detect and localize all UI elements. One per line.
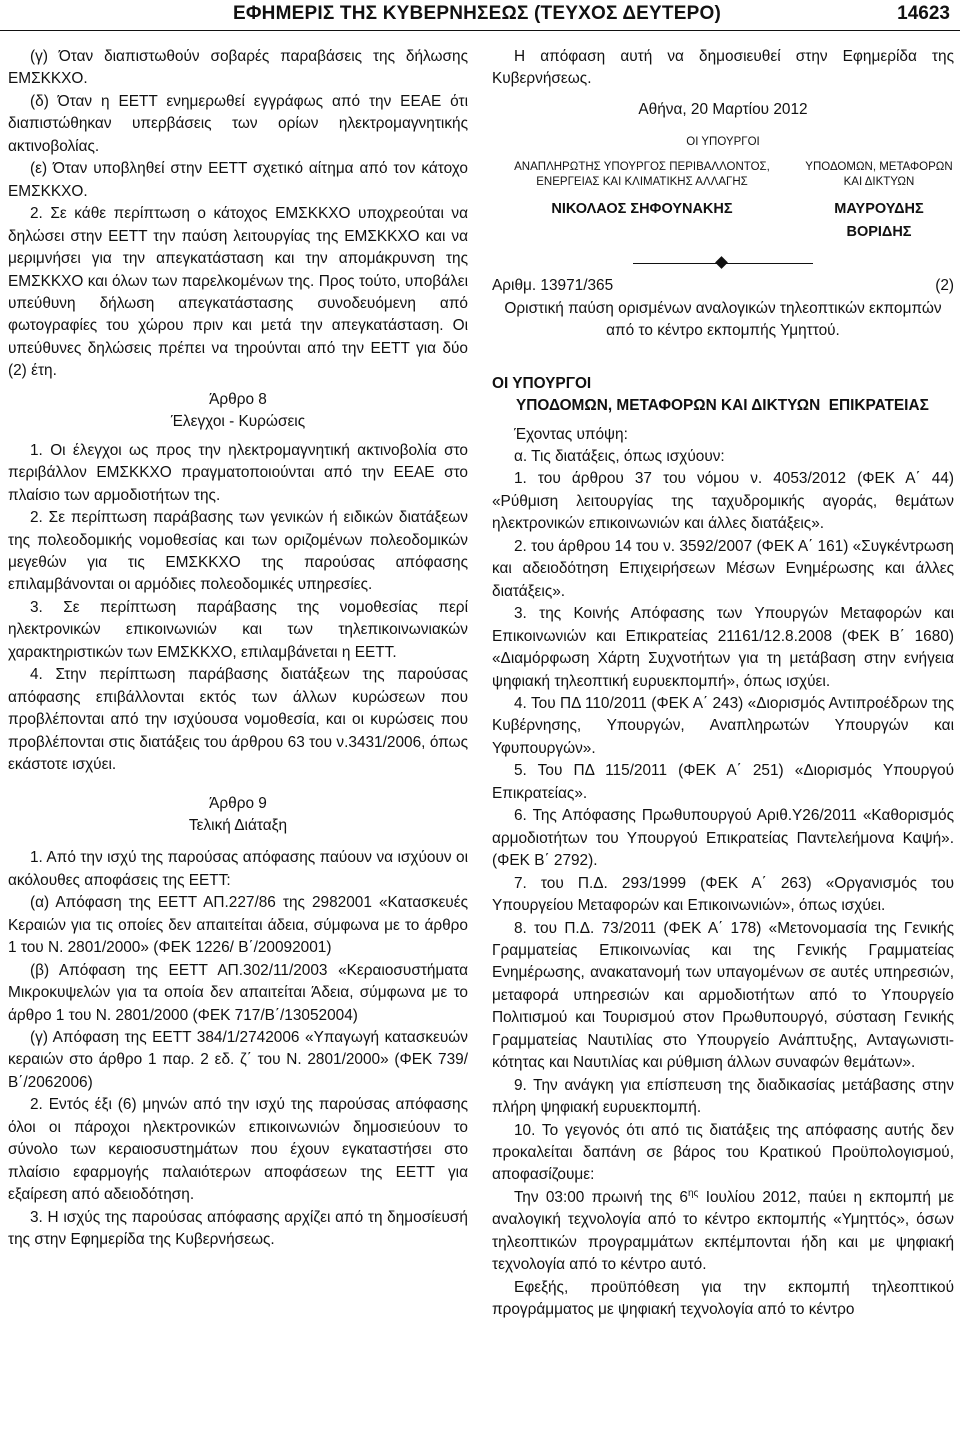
decision-number: Αριθμ. 13971/365 <box>492 277 614 295</box>
paragraph: 3. Σε περίπτωση παράβασης της νομοθεσίας περί ηλεκτρονικών επικοινωνιών και των τηλεπικοινωνιακών χαρακτηριστικών των ΕΜΣΚΚΧΟ, επιλαμβάνεται η ΕΕΤΤ. <box>8 598 468 661</box>
paragraph: 3. Η ισχύς της παρούσας απόφασης αρχίζει από τη δημοσίευσή της στην Εφημερίδα της Κυβερνήσεως. <box>8 1208 468 1249</box>
paragraph: 4. Του ΠΔ 110/2011 (ΦΕΚ Α΄ 243) «Διορισμός Αντιπροέδρων της Κυβέρνησης, Υπουργών, Αναπληρωτών Υπουργών και Υφυπουργών». <box>492 694 954 757</box>
paragraph: 8. του Π.Δ. 73/2011 (ΦΕΚ Α΄ 178) «Μετονομασία της Γενικής Γραμματείας Επικοινωνίας και της Γενικής Γραμματείας Ενημέρωσης, ανακατανομή των υπαγομένων σε αυτές υπηρεσιών, μεταφορά υπηρεσιών και αρμοδιοτήτων από το Υπουργείο Πολιτισμού και Τουρισμού στον Πρωθυπουργό, σύσταση Γενικής Γραμματείας Ναυτιλίας στο Υπουργείο Ανάπτυξης, Ανταγωνιστικότητας και Ναυτιλίας και ρύθμιση άλλων συναφών θεμάτων». <box>492 919 954 1072</box>
paragraph: 2. Σε περίπτωση παράβασης των γενικών ή ειδικών διατάξεων της πολεοδομικής νομοθεσίας και των οριζομένων πολεοδομικών μεγεθών για τις ΕΜΣΚΚΧΟ της παρούσας απόφασης επιλαμβάνονται οι αρμόδιες πολεοδομικές υπηρεσίες. <box>8 509 468 594</box>
gazette-title: ΕΦΗΜΕΡΙΣ ΤΗΣ ΚΥΒΕΡΝΗΣΕΩΣ (ΤΕΥΧΟΣ ΔΕΥΤΕΡΟ) <box>233 3 721 24</box>
paragraph: 2. Σε κάθε περίπτωση ο κάτοχος ΕΜΣΚΚΧΟ υποχρεούται να δηλώσει στην ΕΕΤΤ την παύση λειτουργίας της ΕΜΣΚΚΧΟ και να μεριμνήσει για την απεγκατάσταση και την απομάκρυνση της ΕΜΣΚΚΧΟ και όλων των παρελκομένων της. Προς τούτο, υποβάλει υπεύθυνη δήλωση απεγκατάστασης συνοδευόμενη από φωτογραφίες του χώρου πριν και μετά την απεγκατάσταση. Οι υπεύθυνες δηλώσεις πρέπει να τηρούνται από την ΕΕΤΤ για δύο (2) έτη. <box>8 205 468 380</box>
article-8-subtitle: Έλεγχοι - Κυρώσεις <box>170 413 306 431</box>
paragraph: (ε) Όταν υποβληθεί στην ΕΕΤΤ σχετικό αίτημα από τον κάτοχο ΕΜΣΚΚΧΟ. <box>8 160 468 200</box>
paragraph: Έχοντας υπόψη: <box>514 425 628 443</box>
text-run: Ιουλίου 2012, παύει η εκπομπή με αναλογική τεχνολογία από το κέντρο εκπομπής «Υμηττός», όσων τηλεοπτικών προγραμμάτων εκπέμπονται ήδη και με ψηφιακή τεχνολογία από το κέντρο αυτό. <box>492 1188 954 1274</box>
signature-role-left: ΑΝΑΠΛΗΡΩΤΗΣ ΥΠΟΥΡΓΟΣ ΠΕΡΙΒΑΛΛΟΝΤΟΣ, ΕΝΕΡΓΕΙΑΣ ΚΑΙ ΚΛΙΜΑΤΙΚΗΣ ΑΛΛΑΓΗΣ <box>514 161 770 189</box>
paragraph: 4. Στην περίπτωση παράβασης διατάξεων της παρούσας απόφασης επιβάλλονται εκτός των άλλων κυρώσεων που προβλέπονται από την ισχύουσα νομοθεσία, και οι κυρώσεις που προβλέπονται στις διατάξεις του άρθρου 63 του ν.3431/2006, όπως εκάστοτε ισχύει. <box>8 666 468 774</box>
article-8-title: Άρθρο 8 <box>209 390 267 408</box>
paragraph: 10. Το γεγονός ότι από τις διατάξεις της απόφασης αυτής δεν προκαλείται δαπάνη σε βάρος του Κρατικού Προϋπολογισμού, αποφασίζουμε: <box>492 1121 954 1184</box>
paragraph: 1. Από την ισχύ της παρούσας απόφασης παύουν να ισχύουν οι ακόλουθες αποφάσεις της ΕΕΤΤ: <box>8 849 468 889</box>
paragraph: 9. Την ανάγκη για επίσπευση της διαδικασίας μετάβασης στην πλήρη ψηφιακή ευρυεκπομπή. <box>492 1076 954 1117</box>
section-divider <box>633 255 813 271</box>
paragraph: 6. Της Απόφασης Πρωθυπουργού Αριθ.Υ26/2011 «Καθορισμός αρμοδιοτήτων του Υπουργού Επικρατείας Παντελεήμονα Καψή». (ΦΕΚ Β΄ 2792). <box>492 807 954 870</box>
ministers-label: ΟΙ ΥΠΟΥΡΓΟΙ <box>686 136 760 149</box>
paragraph: (γ) Απόφαση της ΕΕΤΤ 384/1/2742006 «Υπαγωγή κατασκευών κεραιών στο άρθρο 1 παρ. 2 εδ. ζ΄ του Ν. 2801/2000» (ΦΕΚ 739/Β΄/2062006) <box>8 1029 468 1091</box>
paragraph: (δ) Όταν η ΕΕΤΤ ενημερωθεί εγγράφως από την ΕΕΑΕ ότι διαπιστώθηκαν υπερβάσεις των ορίων ηλεκτρομαγνητικής ακτινοβολίας. <box>8 92 468 155</box>
paragraph: 2. Εντός έξι (6) μηνών από την ισχύ της παρούσας απόφασης όλοι οι πάροχοι ηλεκτρονικών επικοινωνιών δημοσιεύουν το σύνολο των κεραιοσυστημάτων που έχουν εγκαταστήσει στο πλαίσιο εφαρμογής παλαιότερων αποφάσεων της ΕΕΤΤ για εξαίρεση από αδειοδότηση. <box>8 1096 468 1204</box>
decision-header <box>492 275 954 297</box>
header-rule <box>0 30 960 31</box>
signature-name-right: ΜΑΥΡΟΥΔΗΣ ΒΟΡΙΔΗΣ <box>834 201 924 240</box>
text-run: Την 03:00 πρωινή της 6 <box>514 1188 688 1206</box>
decision-heading-1: ΟΙ ΥΠΟΥΡΓΟΙ <box>492 374 592 392</box>
paragraph: Η απόφαση αυτή να δημοσιευθεί στην Εφημερίδα της Κυβερνήσεως. <box>492 48 954 88</box>
signatures-names <box>492 198 954 243</box>
page-number: 14623 <box>897 3 950 24</box>
paragraph <box>492 1187 954 1277</box>
paragraph: α. Τις διατάξεις, όπως ισχύουν: <box>514 447 725 465</box>
paragraph: 3. της Κοινής Απόφασης των Υπουργών Μεταφορών και Επικοινωνιών και Επικρατείας 21161/12.8.2008 (ΦΕΚ Β΄ 1680) «Διαμόρφωση Χάρτη Συχνοτήτων για τη μετάβαση στην ενήγεια ψηφιακή τηλεοπτική ευρυεκπομπή», όπως ισχύει. <box>492 605 954 690</box>
left-column <box>8 46 468 1252</box>
paragraph: 5. Του ΠΔ 115/2011 (ΦΕΚ Α΄ 251) «Διορισμός Υπουργού Επικρατείας». <box>492 762 954 802</box>
article-9-subtitle: Τελική Διάταξη <box>188 816 288 834</box>
decision-title: Οριστική παύση ορισμένων αναλογικών τηλεοπτικών εκπομπών από το κέντρο εκπομπής Υμηττού. <box>504 299 942 340</box>
paragraph: 1. Οι έλεγχοι ως προς την ηλεκτρομαγνητική ακτινοβολία στο περιβάλλον ΕΜΣΚΚΧΟ πραγματοποιούνται από την ΕΕΑΕ στο πλαίσιο των αρμοδιοτήτων της. <box>8 441 468 504</box>
paragraph: Εφεξής, προϋπόθεση για την εκπομπή τηλεοπτικού προγράμματος με ψηφιακή τεχνολογία από το κέντρο <box>492 1278 954 1319</box>
signature-name-left: ΝΙΚΟΛΑΟΣ ΣΗΦΟΥΝΑΚΗΣ <box>551 201 733 218</box>
diamond-icon <box>715 256 728 269</box>
paragraph: (β) Απόφαση της ΕΕΤΤ ΑΠ.302/11/2003 «Κεραιοσυστήματα Μικροκυψελών για τα οποία δεν απαιτείται Άδεια, σύμφωνα με το άρθρο 1 του Ν. 2801/2000 (ΦΕΚ 717/Β΄/13052004) <box>8 961 468 1024</box>
paragraph: (α) Απόφαση της ΕΕΤΤ ΑΠ.227/86 της 2982001 «Κατασκευές Κεραιών για τις οποίες δεν απαιτείται άδεια, σύμφωνα με το άρθρο 1 του Ν. 2801/2000» (ΦΕΚ 1226/ Β΄/20092001) <box>8 894 468 957</box>
superscript: ης <box>688 1187 699 1199</box>
paragraph: (γ) Όταν διαπιστωθούν σοβαρές παραβάσεις της δήλωσης ΕΜΣΚΚΧΟ. <box>8 48 468 88</box>
paragraph: 1. του άρθρου 37 του νόμου ν. 4053/2012 (ΦΕΚ Α΄ 44) «Ρύθμιση λειτουργίας της ταχυδρομικής αγοράς, θεμάτων ηλεκτρονικών επικοινωνιών και άλλες διατάξεις». <box>492 470 954 533</box>
right-column <box>492 46 954 1322</box>
decision-sequence: (2) <box>935 277 954 295</box>
signature-role-right: ΥΠΟΔΟΜΩΝ, ΜΕΤΑΦΟΡΩΝ ΚΑΙ ΔΙΚΤΥΩΝ <box>805 161 953 189</box>
page-header <box>0 0 960 30</box>
decision-heading-2: ΥΠΟΔΟΜΩΝ, ΜΕΤΑΦΟΡΩΝ ΚΑΙ ΔΙΚΤΥΩΝ ΕΠΙΚΡΑΤΕΙΑΣ <box>516 397 929 415</box>
signatures-roles <box>492 160 954 190</box>
article-9-title: Άρθρο 9 <box>209 794 267 812</box>
paragraph: 7. του Π.Δ. 293/1999 (ΦΕΚ Α΄ 263) «Οργανισμός του Υπουργείου Μεταφορών και Επικοινωνιών», όπως ισχύει. <box>492 874 954 915</box>
paragraph: 2. του άρθρου 14 του ν. 3592/2007 (ΦΕΚ Α΄ 161) «Συγκέντρωση και αδειοδότηση Επιχειρήσεων Μέσων Ενημέρωσης και άλλες διατάξεις». <box>492 537 954 600</box>
signature-date: Αθήνα, 20 Μαρτίου 2012 <box>638 100 808 118</box>
